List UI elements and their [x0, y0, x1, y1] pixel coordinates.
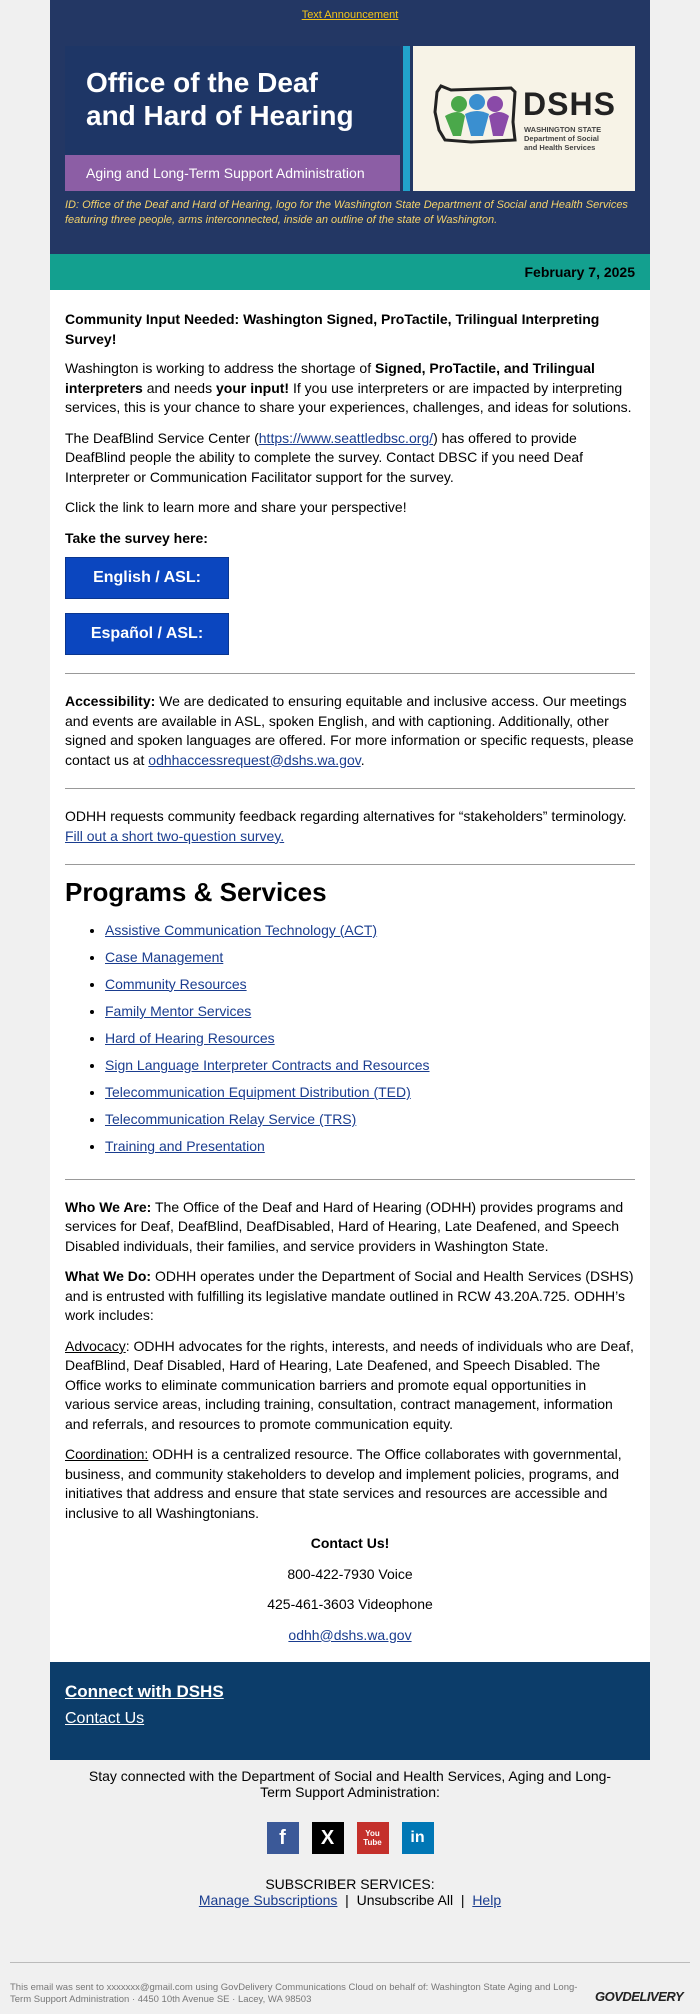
dshs-logo-text: DSHS — [523, 86, 616, 122]
logo-line2: Department of Social — [524, 134, 600, 143]
banner-title-panel — [65, 46, 400, 191]
take-survey-label: Take the survey here: — [65, 529, 208, 546]
header-section — [50, 0, 650, 254]
contact-email-line — [65, 1626, 635, 1646]
english-asl-button[interactable]: English / ASL: — [65, 557, 229, 599]
image-description: ID: Office of the Deaf and Hard of Hearing, logo for the Washington State Department of Social and Health Services featuring three people, arms interconnected, inside an outline of the state of Washington. — [65, 199, 628, 226]
accessibility-text: We are dedicated to ensuring equitable and inclusive access. Our meetings and events are available in ASL, spoken English, and with captioning. Additionally, other signed and spoken languages are offered. For more information or specific requests, please contact us at — [65, 693, 634, 768]
divider — [65, 673, 635, 674]
banner-title-line1: Office of the Deaf — [86, 67, 318, 98]
program-link-family-mentor[interactable]: Family Mentor Services — [105, 1002, 252, 1019]
separator: | — [337, 1892, 357, 1908]
email-body — [50, 290, 650, 1662]
p1-bold-input: your input! — [215, 379, 290, 396]
x-icon[interactable]: X — [312, 1822, 344, 1854]
stay-connected-text: Stay connected with the Department of Social and Health Services, Aging and Long-Term Support Administration: — [88, 1768, 612, 1800]
survey-heading: Community Input Needed: Washington Signed, ProTactile, Trilingual Interpreting Survey! — [65, 311, 600, 347]
contact-voice: 800-422-7930 Voice — [287, 1565, 413, 1582]
feedback-survey-link[interactable]: Fill out a short two-question survey. — [65, 827, 285, 844]
dbsc-link[interactable]: https://www.seattledbsc.org/ — [258, 429, 434, 446]
text-announcement-link[interactable]: Text Announcement — [301, 9, 399, 21]
unsubscribe-all-link[interactable]: Unsubscribe All — [356, 1892, 454, 1908]
list-item — [105, 1002, 635, 1022]
social-links — [0, 1822, 700, 1854]
what-text: ODHH operates under the Department of Social and Health Services (DSHS) and is entrusted with fulfilling its legislative mandate outlined in RCW 43.20A.725. ODHH’s work includes: — [65, 1268, 634, 1324]
programs-heading: Programs & Services — [65, 877, 327, 907]
accessibility-label: Accessibility: — [65, 693, 156, 709]
p1-text-e: If you use interpreters or are impacted by interpreting services, this is your chance to share your experiences, challenges, and ideas for solutions. — [65, 379, 632, 415]
footer — [0, 1768, 700, 1908]
access-request-email-link[interactable]: odhhaccessrequest@dshs.wa.gov — [148, 751, 361, 768]
what-label: What We Do: — [65, 1268, 152, 1285]
separator: | — [453, 1892, 473, 1908]
connect-section — [50, 1662, 650, 1760]
date-bar: February 7, 2025 — [50, 254, 650, 290]
logo-line1: WASHINGTON STATE — [524, 125, 602, 134]
contact-heading: Contact Us! — [310, 1535, 390, 1552]
banner-title — [86, 66, 354, 132]
banner-subtitle: Aging and Long-Term Support Administration — [65, 155, 400, 191]
list-item — [105, 921, 635, 941]
advocacy-label: Advocacy — [65, 1337, 126, 1354]
accessibility-end: . — [360, 751, 365, 768]
feedback-text: ODHH requests community feedback regarding alternatives for “stakeholders” terminology. — [65, 808, 627, 824]
list-item — [105, 1029, 635, 1049]
programs-list — [65, 921, 635, 1157]
survey-paragraph-1 — [65, 359, 635, 418]
sent-to-notice: This email was sent to xxxxxxx@gmail.com using GovDelivery Communications Cloud on behalf of: Washington State Aging and Long-Term Support Administration · 4450 10th Avenue SE · Lacey, WA 98503 — [10, 1982, 578, 2005]
linkedin-icon[interactable]: in — [402, 1822, 434, 1854]
list-item — [105, 948, 635, 968]
feedback-paragraph — [65, 807, 635, 846]
contact-email-link[interactable]: odhh@dshs.wa.gov — [288, 1626, 412, 1643]
facebook-icon[interactable]: f — [267, 1822, 299, 1854]
p1-bold-interpreters: Signed, ProTactile, and Trilingual interpreters — [65, 360, 595, 396]
banner-title-line2: and Hard of Hearing — [86, 100, 354, 131]
program-link-hard-of-hearing[interactable]: Hard of Hearing Resources — [105, 1029, 275, 1046]
list-item — [105, 975, 635, 995]
list-item — [105, 1083, 635, 1103]
list-item — [105, 1110, 635, 1130]
who-text: The Office of the Deaf and Hard of Hearing (ODHH) provides programs and services for Deaf, DeafBlind, DeafDisabled, Hard of Hearing, Late Deafened, and Speech Disabled individuals, their families, and service providers in Washington State. — [65, 1198, 624, 1254]
program-link-ted[interactable]: Telecommunication Equipment Distribution (TED) — [105, 1084, 411, 1101]
list-item — [105, 1137, 635, 1157]
subscriber-links — [0, 1892, 700, 1908]
list-item — [105, 1056, 635, 1076]
coordination-text: ODHH is a centralized resource. The Office collaborates with governmental, business, and community stakeholders to develop and implement policies, programs, and initiatives that address and ensure that state services and resources are accessible and inclusive to all Washingtonians. — [65, 1446, 622, 1521]
program-link-trs[interactable]: Telecommunication Relay Service (TRS) — [105, 1111, 357, 1128]
connect-with-dshs-link[interactable]: Connect with DSHS — [65, 1682, 224, 1702]
dshs-logo-subtext — [524, 125, 624, 152]
divider — [65, 788, 635, 789]
program-link-case-management[interactable]: Case Management — [105, 948, 224, 965]
divider — [65, 864, 635, 865]
program-link-community-resources[interactable]: Community Resources — [105, 975, 247, 992]
what-we-do-paragraph — [65, 1267, 635, 1326]
coordination-label: Coordination: — [65, 1446, 149, 1463]
p1-text-c: and needs — [142, 379, 216, 396]
dshs-logo — [413, 46, 635, 191]
contact-videophone: 425-461-3603 Videophone — [267, 1596, 433, 1613]
survey-paragraph-2 — [65, 429, 635, 488]
subscriber-services-label: SUBSCRIBER SERVICES: — [265, 1876, 435, 1892]
p2-text-a: The DeafBlind Service Center ( — [65, 429, 259, 446]
who-label: Who We Are: — [65, 1198, 152, 1215]
odhh-banner — [65, 46, 635, 191]
washington-people-icon — [431, 82, 521, 152]
email-container — [50, 0, 650, 1760]
advocacy-text: : ODHH advocates for the rights, interests, and needs of individuals who are Deaf, DeafBlind, Deaf Disabled, Hard of Hearing, Late Deafened, and Speech Disabled. The Office works to eliminate communication barriers and promote equal opportunities in various service areas, including training, consultation, contract management, information and referrals, and resources to promote communication equity. — [65, 1337, 634, 1432]
footer-divider — [10, 1962, 690, 1963]
who-we-are-paragraph — [65, 1198, 635, 1257]
survey-paragraph-3: Click the link to learn more and share your perspective! — [65, 499, 407, 515]
logo-line3: and Health Services — [524, 143, 596, 152]
program-link-training[interactable]: Training and Presentation — [105, 1138, 265, 1155]
help-link[interactable]: Help — [472, 1892, 502, 1908]
p1-text-a: Washington is working to address the shortage of — [65, 360, 375, 376]
p2-text-b: ) has offered to provide DeafBlind people the ability to complete the survey. Contact DBSC if you need Deaf Interpreter or Communication Facilitator support for the survey. — [65, 429, 584, 485]
accessibility-paragraph — [65, 692, 635, 770]
contact-us-link[interactable]: Contact Us — [65, 1710, 145, 1728]
spanish-asl-button[interactable]: Español / ASL: — [65, 613, 229, 655]
advocacy-paragraph — [65, 1337, 635, 1435]
program-link-act[interactable]: Assistive Communication Technology (ACT) — [105, 921, 378, 938]
govdelivery-logo: GOVDELIVERY — [595, 1989, 684, 2004]
youtube-icon[interactable]: You Tube — [357, 1822, 389, 1854]
coordination-paragraph — [65, 1445, 635, 1523]
program-link-interpreter-contracts[interactable]: Sign Language Interpreter Contracts and Resources — [105, 1056, 430, 1073]
manage-subscriptions-link[interactable]: Manage Subscriptions — [198, 1892, 338, 1908]
banner-stripe — [403, 46, 410, 191]
divider — [65, 1179, 635, 1180]
announcement-bar — [50, 9, 650, 21]
